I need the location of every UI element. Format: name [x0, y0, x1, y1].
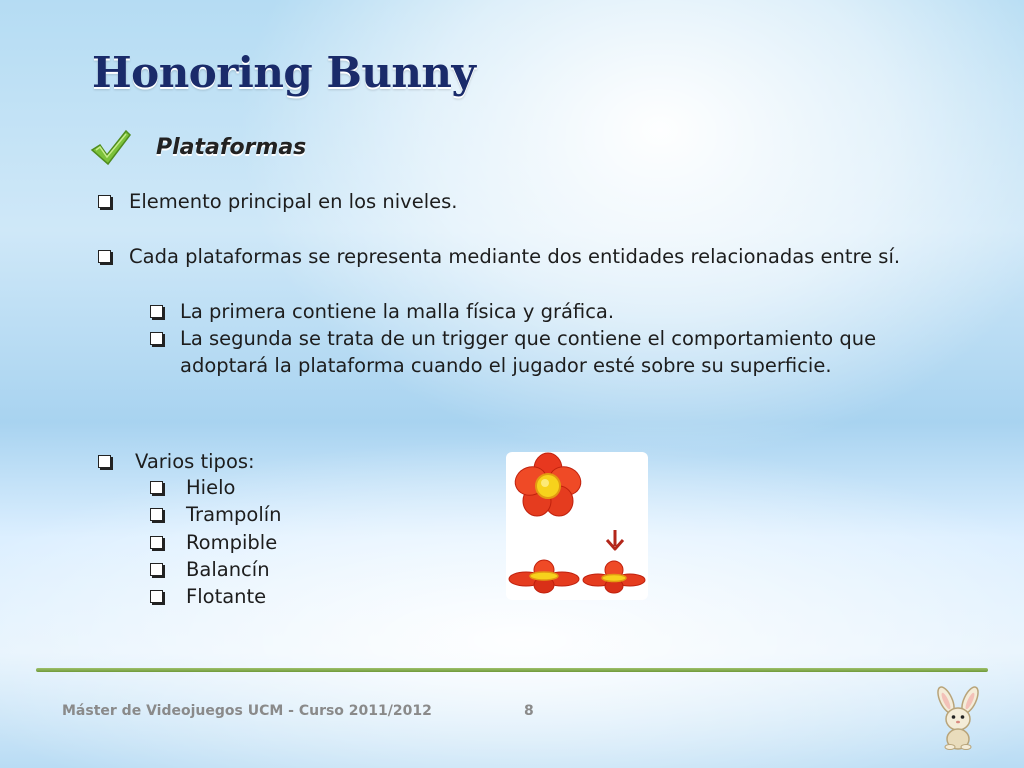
page-number: 8 [524, 703, 534, 719]
type-item-hielo [150, 474, 450, 501]
type-label: Hielo [186, 476, 236, 499]
bullet-text-content: Cada plataformas se representa mediante dos entidades relacionadas entre sí. [129, 245, 901, 268]
type-label: Trampolín [186, 503, 282, 526]
type-label: Balancín [186, 558, 270, 581]
bullet-item [98, 188, 918, 215]
sub-bullet-item [150, 325, 890, 379]
checkbox-bullet-icon [98, 195, 111, 208]
checkbox-bullet-icon [150, 305, 163, 318]
type-label: Flotante [186, 585, 267, 608]
checkbox-bullet-icon [150, 590, 163, 603]
type-item-flotante [150, 583, 450, 610]
type-label: Rompible [186, 531, 278, 554]
type-item-rompible [150, 529, 450, 556]
bullet-text: Varios tipos: [135, 450, 255, 473]
sub-bullet-item [150, 298, 890, 325]
checkbox-bullet-icon [98, 455, 111, 468]
checkbox-bullet-icon [150, 563, 163, 576]
flower-platform-image [506, 452, 648, 600]
bullet-text [98, 243, 913, 270]
checkbox-bullet-icon [150, 536, 163, 549]
bullet-item [98, 448, 478, 475]
checkmark-icon [90, 128, 132, 168]
type-item-trampolin [150, 501, 450, 528]
section-subtitle: Plataformas [156, 135, 307, 160]
slide-title: Honoring Bunny [92, 48, 476, 97]
footer-divider [36, 668, 988, 672]
sub-bullet-text: La primera contiene la malla física y gráfica. [180, 300, 615, 323]
footer-text: Máster de Videojuegos UCM - Curso 2011/2012 [62, 703, 432, 719]
down-arrow-icon [607, 530, 623, 549]
bullet-item [98, 243, 913, 270]
checkbox-bullet-icon [150, 481, 163, 494]
bunny-logo-icon [930, 686, 986, 750]
type-item-balancin [150, 556, 450, 583]
checkbox-bullet-icon [150, 332, 163, 345]
bullet-text: Elemento principal en los niveles. [129, 190, 458, 213]
checkbox-bullet-icon [98, 250, 111, 263]
sub-bullet-text: La segunda se trata de un trigger que contiene el comportamiento que adoptará la plataforma cuando el jugador esté sobre su superficie. [180, 327, 877, 377]
checkbox-bullet-icon [150, 508, 163, 521]
